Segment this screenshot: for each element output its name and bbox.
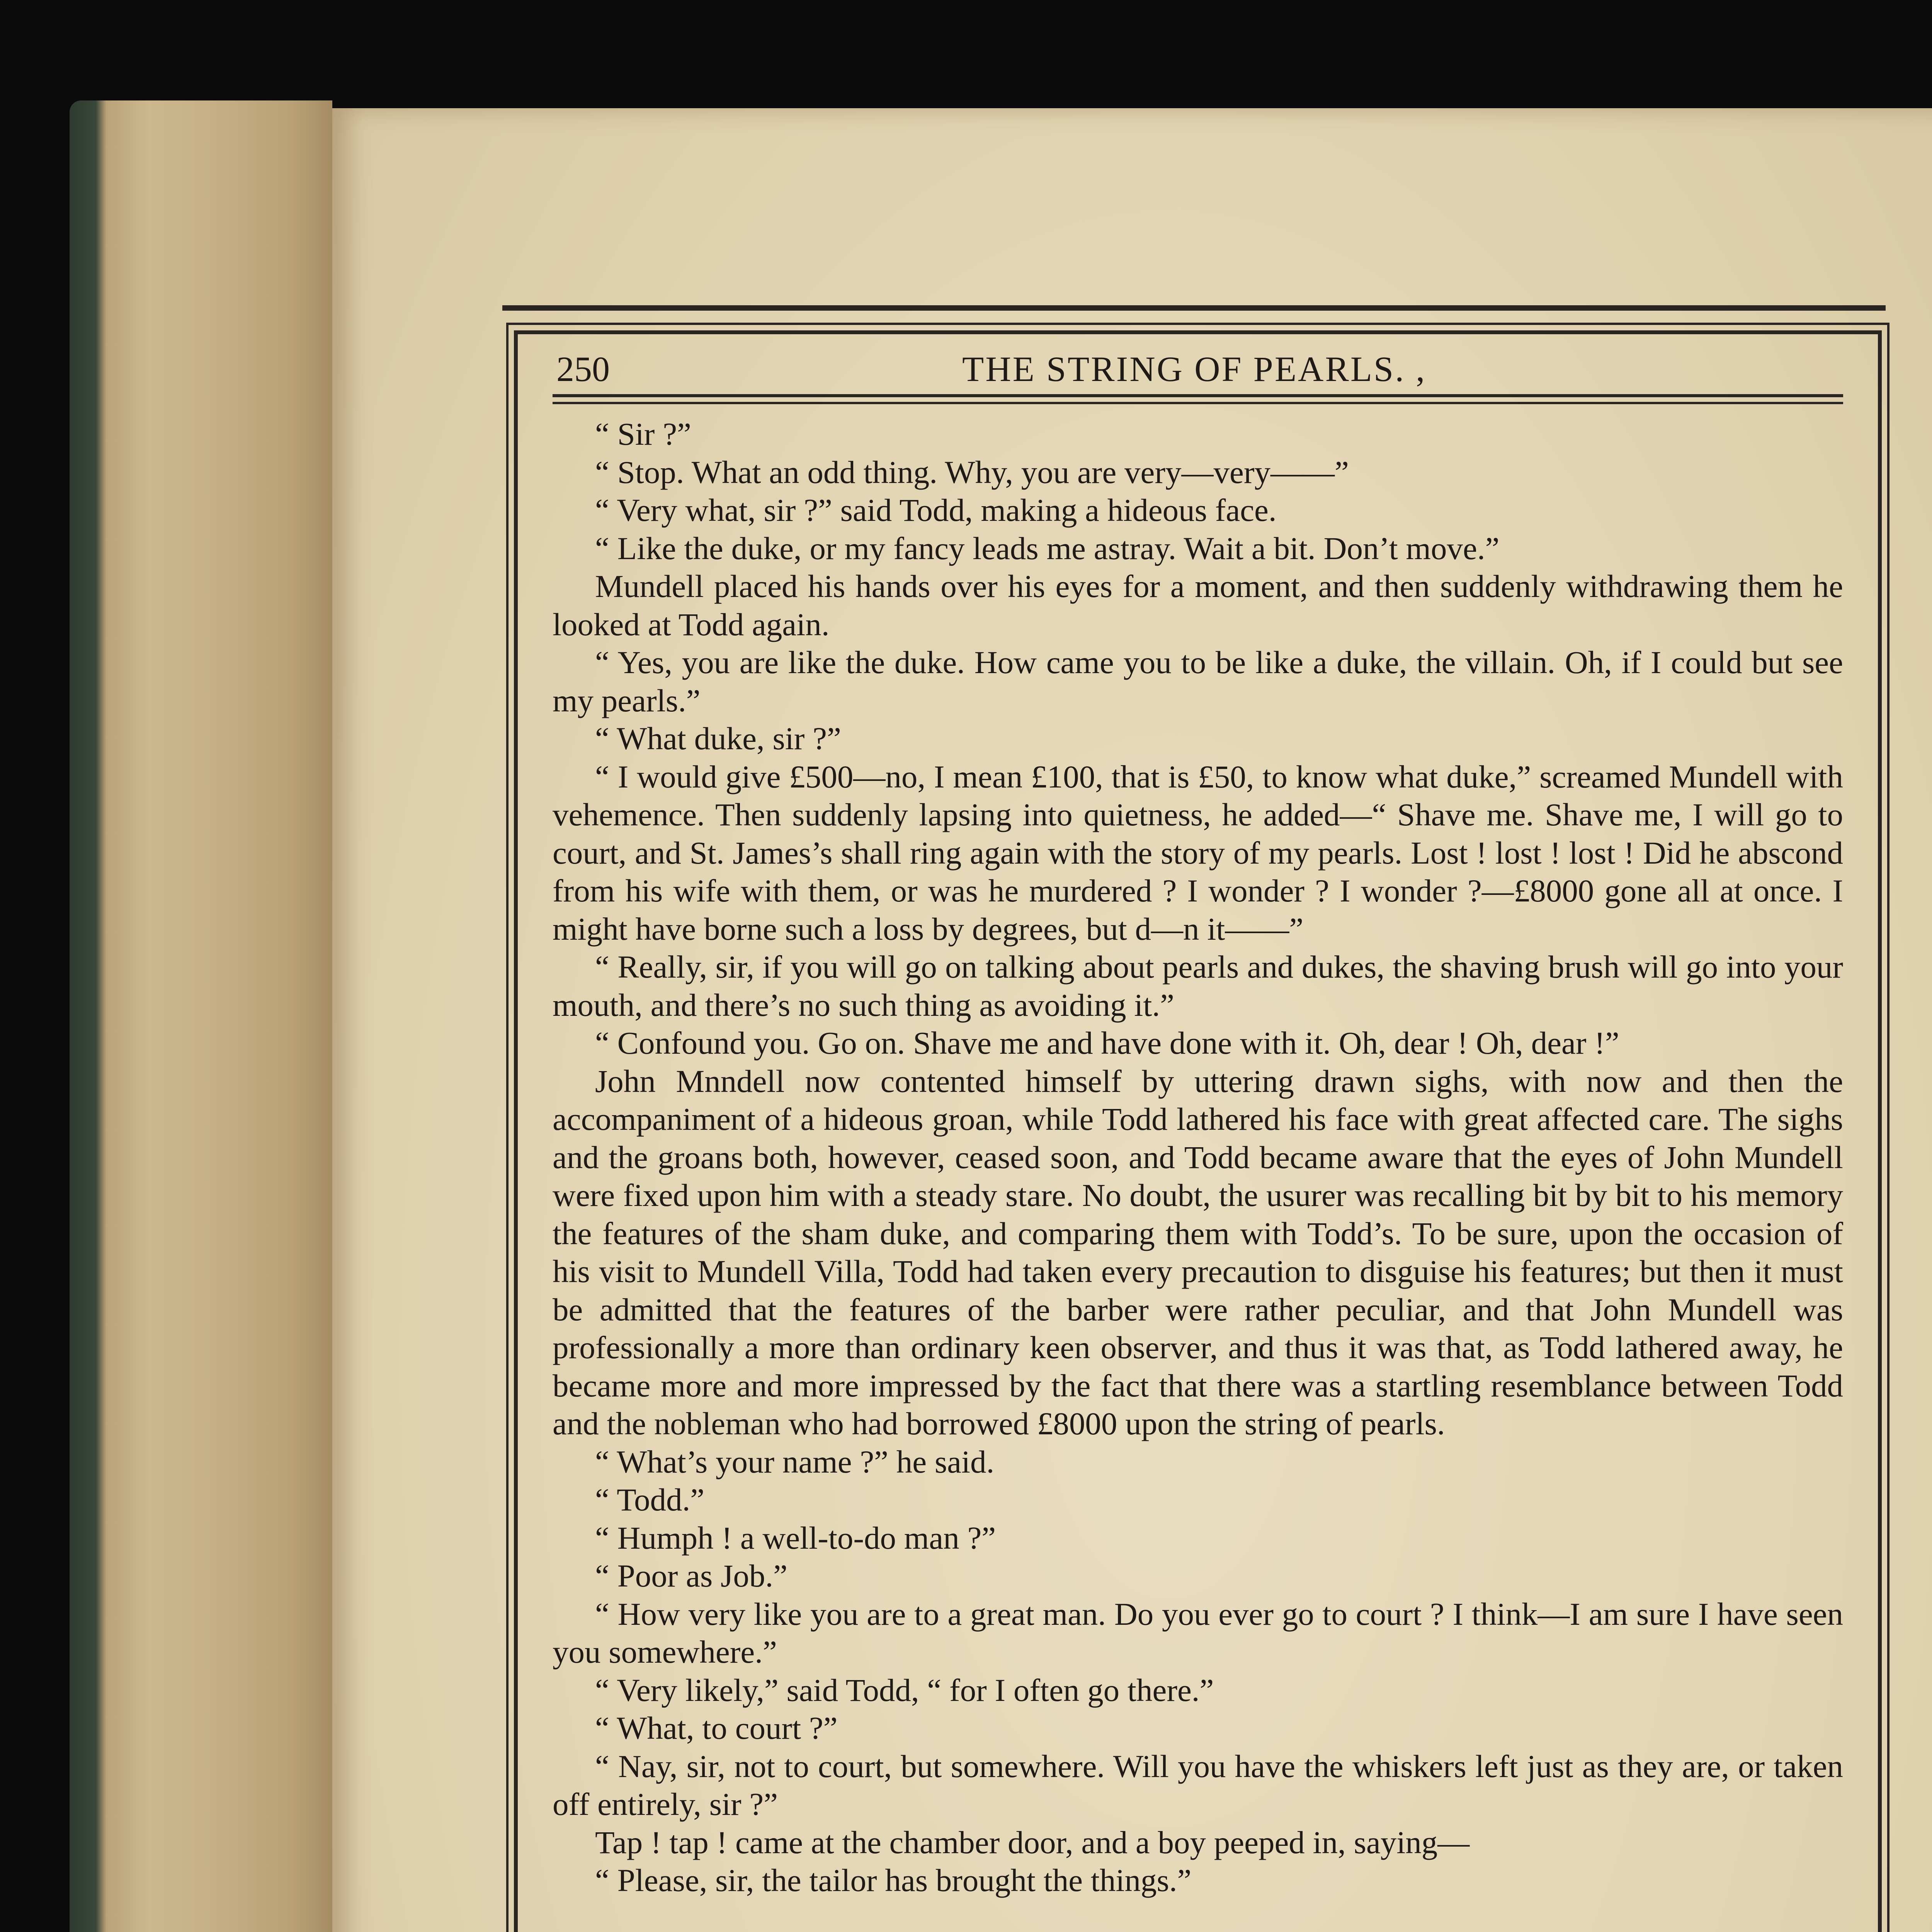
running-head-title: THE STRING OF PEARLS. , xyxy=(962,349,1427,389)
page-content xyxy=(553,340,1843,1932)
paragraph: “ Like the duke, or my fancy leads me astray. Wait a bit. Don’t move.” xyxy=(595,530,1500,566)
paragraph: “ Todd.” xyxy=(595,1482,705,1517)
paragraph: “ Confound you. Go on. Shave me and have done with it. Oh, dear ! Oh, dear !” xyxy=(595,1025,1619,1061)
paragraph: “ Yes, you are like the duke. How came you to be like a duke, the villain. Oh, if I could but see my pearls.” xyxy=(553,645,1843,718)
paragraph: “ What’s your name ?” he said. xyxy=(595,1444,995,1480)
paragraph: “ Please, sir, the tailor has brought the things.” xyxy=(595,1862,1192,1898)
paragraph: “ Really, sir, if you will go on talking about pearls and dukes, the shaving brush will go into your mouth, and there’s no such thing as avoiding it.” xyxy=(553,949,1843,1023)
paragraph: “ Very likely,” said Todd, “ for I often go there.” xyxy=(595,1672,1214,1708)
paragraph: “ How very like you are to a great man. Do you ever go to court ? I think—I am sure I have seen you somewhere.” xyxy=(553,1596,1843,1670)
top-rule xyxy=(502,305,1886,311)
paragraph: “ Very what, sir ?” said Todd, making a hideous face. xyxy=(595,492,1277,528)
paragraph: “ Sir ?” xyxy=(595,416,691,452)
paragraph: “ Humph ! a well-to-do man ?” xyxy=(595,1520,996,1556)
paragraph: “ I would give £500—no, I mean £100, that is £50, to know what duke,” screamed Mundell with vehemence. Then suddenly lapsing into quietness, he added—“ Shave me. Shave me, I will go to court, and St. James’s shall ring again with the story of my pearls. Lost ! lost ! lost ! Did he abscond from his wife with them, or was he murdered ? I wonder ? I wonder ?—£8000 gone all at once. I might have borne such a loss by degrees, but d—n it——” xyxy=(553,759,1843,947)
paragraph: “ Poor as Job.” xyxy=(595,1558,787,1594)
running-head xyxy=(553,340,1843,397)
page-number: 250 xyxy=(556,349,610,389)
paragraph: John Mnndell now contented himself by uttering drawn sighs, with now and then the accompaniment of a hideous groan, while Todd lathered his face with great affected care. The sighs and the groans both, however, ceased soon, and Todd became aware that the eyes of John Mundell were fixed upon him with a steady stare. No doubt, the usurer was recalling bit by bit to his memory the features of the sham duke, and comparing them with Todd’s. To be sure, upon the occasion of his visit to Mundell Villa, Todd had taken every precaution to disguise his features; but then it must be admitted that the features of the barber were rather peculiar, and that John Mundell was professionally a more than ordinary keen observer, and thus it was that, as Todd lathered away, he became more and more impressed by the fact that there was a startling resemblance between Todd and the nobleman who had borrowed £8000 upon the string of pearls. xyxy=(553,1063,1843,1441)
paragraph: Tap ! tap ! came at the chamber door, and a boy peeped in, saying— xyxy=(595,1824,1470,1860)
paragraph: “ What duke, sir ?” xyxy=(595,721,841,756)
paragraph: “ What, to court ?” xyxy=(595,1710,838,1746)
book-page-edges xyxy=(70,100,332,1932)
body-text xyxy=(553,415,1843,1900)
paragraph: “ Stop. What an odd thing. Why, you are very—very——” xyxy=(595,454,1349,490)
paragraph: Mundell placed his hands over his eyes for a moment, and then suddenly withdrawing them he looked at Todd again. xyxy=(553,568,1843,642)
paragraph: “ Nay, sir, not to court, but somewhere. Will you have the whiskers left just as they are, or taken off entirely, sir ?” xyxy=(553,1748,1843,1822)
